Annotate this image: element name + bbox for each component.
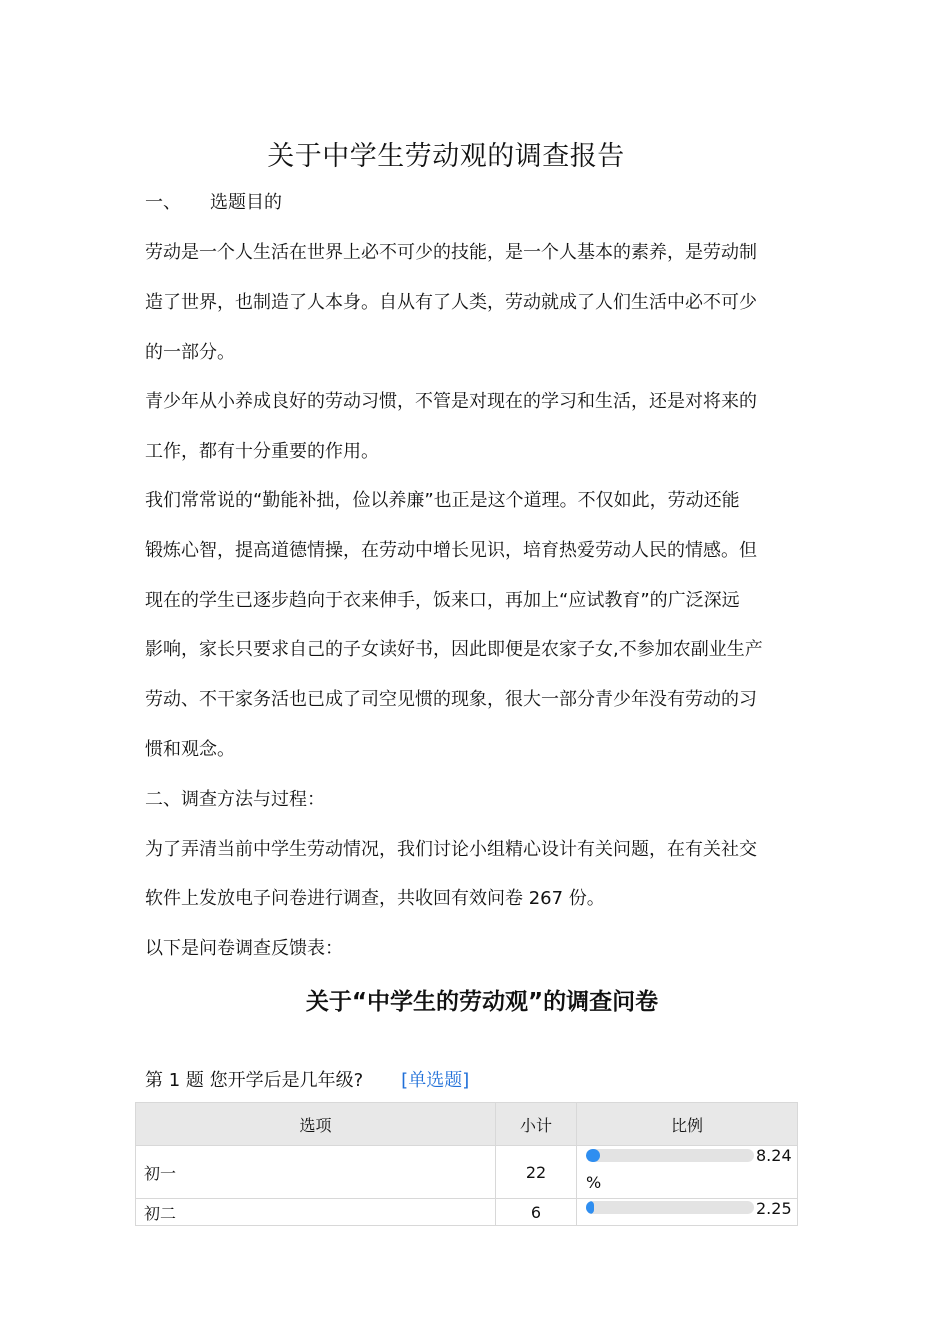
table-header-row bbox=[136, 1103, 798, 1146]
paragraph-line: 为了弄清当前中学生劳动情况，我们讨论小组精心设计有关问题，在有关社交 bbox=[145, 839, 757, 860]
paragraph-line: 以下是问卷调查反馈表： bbox=[145, 938, 343, 959]
paragraph-line: 惯和观念。 bbox=[145, 739, 235, 760]
ratio-bar bbox=[586, 1149, 754, 1162]
header-count: 小计 bbox=[496, 1103, 577, 1146]
ratio-unit: % bbox=[586, 1173, 602, 1192]
paragraph-line: 青少年从小养成良好的劳动习惯，不管是对现在的学习和生活，还是对将来的 bbox=[145, 391, 757, 412]
ratio-cell bbox=[577, 1146, 798, 1199]
paragraph-line: 我们常常说的“勤能补拙，俭以养廉”也正是这个道理。不仅如此，劳动还能 bbox=[145, 490, 740, 511]
question-1-label: 第 1 题 您开学后是几年级? bbox=[145, 1070, 364, 1091]
header-ratio: 比例 bbox=[577, 1103, 798, 1146]
question-1 bbox=[145, 1066, 469, 1092]
ratio-bar-fill bbox=[586, 1149, 600, 1162]
paragraph-line: 软件上发放电子问卷进行调查，共收回有效问卷 267 份。 bbox=[145, 888, 605, 909]
count-cell: 22 bbox=[496, 1146, 577, 1199]
paragraph-line: 影响，家长只要求自己的子女读好书，因此即便是农家子女,不参加农副业生产 bbox=[145, 639, 763, 660]
header-option: 选项 bbox=[136, 1103, 496, 1146]
ratio-bar bbox=[586, 1201, 754, 1214]
question-type-tag: [单选题] bbox=[401, 1070, 470, 1091]
ratio-cell bbox=[577, 1199, 798, 1226]
section-1-number: 一、 bbox=[145, 192, 181, 213]
report-title: 关于中学生劳动观的调查报告 bbox=[267, 141, 625, 172]
paragraph-line: 劳动、不干家务活也已成了司空见惯的现象，很大一部分青少年没有劳动的习 bbox=[145, 689, 757, 710]
paragraph-line: 现在的学生已逐步趋向于衣来伸手，饭来口，再加上“应试教育”的广泛深远 bbox=[145, 590, 740, 611]
paragraph-line: 的一部分。 bbox=[145, 342, 235, 363]
section-2-heading: 二、调查方法与过程： bbox=[145, 789, 325, 810]
question-1-results-table bbox=[135, 1102, 798, 1226]
option-cell: 初二 bbox=[136, 1199, 496, 1226]
table-row bbox=[136, 1199, 798, 1226]
count-cell: 6 bbox=[496, 1199, 577, 1226]
option-cell: 初一 bbox=[136, 1146, 496, 1199]
paragraph-line: 锻炼心智，提高道德情操，在劳动中增长见识，培育热爱劳动人民的情感。但 bbox=[145, 540, 757, 561]
paragraph-line: 劳动是一个人生活在世界上必不可少的技能，是一个人基本的素养，是劳动制 bbox=[145, 242, 757, 263]
ratio-bar-fill bbox=[586, 1201, 594, 1214]
paragraph-line: 工作，都有十分重要的作用。 bbox=[145, 441, 379, 462]
survey-title: 关于“中学生的劳动观”的调查问卷 bbox=[305, 989, 659, 1015]
section-1-heading: 选题目的 bbox=[210, 192, 282, 213]
paragraph-line: 造了世界，也制造了人本身。自从有了人类，劳动就成了人们生活中必不可少 bbox=[145, 292, 757, 313]
ratio-value: 8.24 bbox=[756, 1146, 792, 1165]
ratio-value: 2.25 bbox=[756, 1199, 792, 1218]
table-row bbox=[136, 1146, 798, 1199]
